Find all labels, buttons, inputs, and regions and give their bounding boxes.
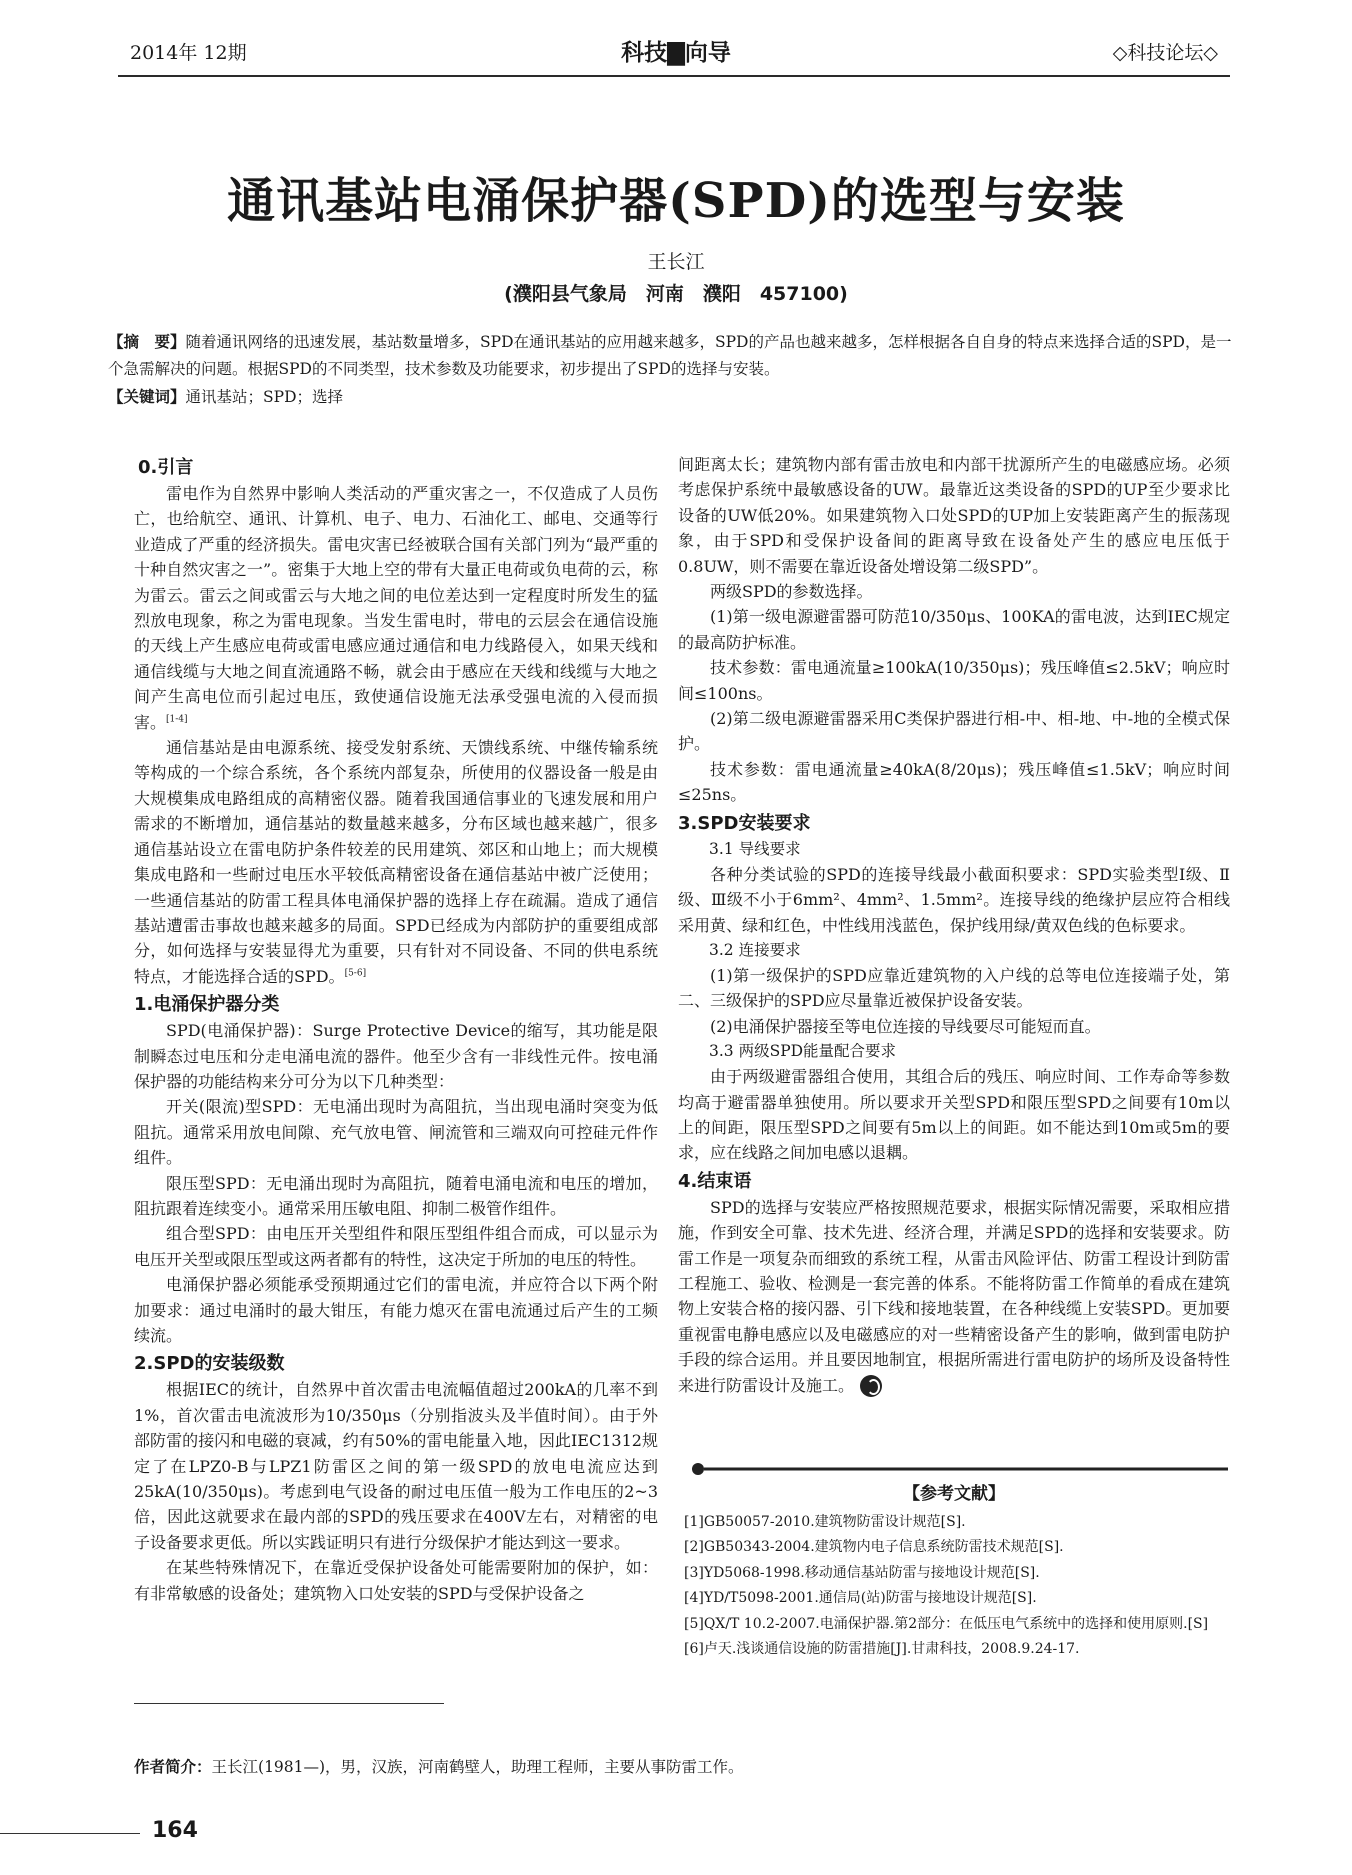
issue-label: 2014年 12期 xyxy=(130,42,247,64)
header-rule xyxy=(118,75,1230,77)
paragraph: 根据IEC的统计，自然界中首次雷击电流幅值超过200kA的几率不到1%，首次雷击电流波形为10/350μs（分别指波头及半值时间）。由于外部防雷的接闪和电磁的衰减，约有50%的雷电能量入地，因此IEC1312规定了在LPZ0-B与LPZ1防雷区之间的第一级SPD的放电电流应达到25kA(10/350μs)。考虑到电气设备的耐过电压值一般为工作电压的2~3倍，因此这就要求在最内部的SPD的残压要求在400V左右，对精密的电子设备要求更低。所以实践证明只有进行分级保护才能达到这一要求。 xyxy=(134,1380,658,1552)
reference-item: [2]GB50343-2004.建筑物内电子信息系统防雷技术规范[S]. xyxy=(684,1539,1064,1556)
abstract-text: 随着通讯网络的迅速发展，基站数量增多，SPD在通讯基站的应用越来越多，SPD的产品也越来越多，怎样根据各自自身的特点来选择合适的SPD，是一个急需解决的问题。根据SPD的不同类型，技术参数及功能要求，初步提出了SPD的选择与安装。 xyxy=(108,333,1232,378)
citation: [5-6] xyxy=(344,968,367,979)
section-label: ◇科技论坛◇ xyxy=(1112,42,1218,64)
paragraph: (1)第一级保护的SPD应靠近建筑物的入户线的总等电位连接端子处，第二、三级保护的SPD应尽量靠近被保护设备安装。 xyxy=(678,965,1230,1011)
paragraph: 电涌保护器必须能承受预期通过它们的雷电流，并应符合以下两个附加要求：通过电涌时的最大钳压，有能力熄灭在雷电流通过后产生的工频续流。 xyxy=(134,1275,658,1345)
end-of-article-icon xyxy=(860,1375,882,1397)
paragraph: 间距离太长；建筑物内部有雷击放电和内部干扰源所产生的电磁感应场。必须考虑保护系统中最敏感设备的UW。最靠近这类设备的SPD的UP至少要求比设备的UW低20%。如果建筑物入口处SPD的UP加上安装距离产生的振荡现象，由于SPD和受保护设备间的距离导致在设备处产生的感应电压低于0.8UW，则不需要在靠近设备处增设第二级SPD”。 xyxy=(678,455,1230,576)
abstract-label: 【摘 要】 xyxy=(108,332,186,351)
abstract-block xyxy=(108,328,1244,411)
paragraph: 技术参数：雷电通流量≥40kA(8/20μs)；残压峰值≤1.5kV；响应时间≤25ns。 xyxy=(678,759,1230,805)
paragraph-text: SPD的选择与安装应严格按照规范要求，根据实际情况需要，采取相应措施，作到安全可靠、技术先进、经济合理，并满足SPD的选择和安装要求。防雷工作是一项复杂而细致的系统工程，从雷击风险评估、防雷工程设计到防雷工程施工、验收、检测是一套完善的体系。不能将防雷工作简单的看成在建筑物上安装合格的接闪器、引下线和接地装置，在各种线缆上安装SPD。更加要重视雷电静电感应以及电磁感应的对一些精密设备产生的影响，做到雷电防护手段的综合运用。并且要因地制宜，根据所需进行雷电防护的场所及设备特性来进行防雷设计及施工。 xyxy=(678,1197,1230,1395)
reference-item: [1]GB50057-2010.建筑物防雷设计规范[S]. xyxy=(684,1514,966,1530)
footnote-text: 王长江(1981—)，男，汉族，河南鹤壁人，助理工程师，主要从事防雷工作。 xyxy=(211,1758,744,1776)
paragraph: 限压型SPD：无电涌出现时为高阻抗，随着电涌电流和电压的增加，阻抗跟着连续变小。通常采用压敏电阻、抑制二极管作组件。 xyxy=(134,1173,658,1218)
paragraph: (2)第二级电源避雷器采用C类保护器进行相-中、相-地、中-地的全模式保护。 xyxy=(678,709,1230,754)
keywords xyxy=(108,383,1244,411)
author-name: 王长江 xyxy=(647,251,705,273)
references-list xyxy=(684,1510,1230,1662)
section-heading: 2.SPD的安装级数 xyxy=(134,1353,285,1375)
right-column xyxy=(678,452,1230,1398)
section-heading: 3.SPD安装要求 xyxy=(678,812,811,834)
paragraph: 组合型SPD：由电压开关型组件和限压型组件组合而成，可以显示为电压开关型或限压型或这两者都有的特性，这决定于所加的电压的特性。 xyxy=(134,1224,658,1269)
section-heading: 4.结束语 xyxy=(678,1170,752,1192)
paragraph: SPD(电涌保护器)：Surge Protective Device的缩写，其功能是限制瞬态过电压和分走电涌电流的器件。他至少含有一非线性元件。按电涌保护器的功能结构来分可分为以下几种类型： xyxy=(134,1021,658,1091)
reference-item: [3]YD5068-1998.移动通信基站防雷与接地设计规范[S]. xyxy=(684,1564,1040,1581)
paragraph xyxy=(678,1195,1230,1398)
paragraph: 各种分类试验的SPD的连接导线最小截面积要求：SPD实验类型Ⅰ级、Ⅱ级、Ⅲ级不小于6mm²、4mm²、1.5mm²。连接导线的绝缘护层应符合相线采用黄、绿和红色，中性线用浅蓝色，保护线用绿/黄双色线的色标要求。 xyxy=(678,864,1230,935)
paragraph: (2)电涌保护器接至等电位连接的导线要尽可能短而直。 xyxy=(710,1016,1101,1036)
subsection-heading: 3.1 导线要求 xyxy=(709,839,801,858)
author-bio-footnote xyxy=(134,1755,1134,1777)
reference-item: [5]QX/T 10.2-2007.电涌保护器.第2部分：在低压电气系统中的选择和使用原则.[S] xyxy=(684,1615,1209,1632)
paragraph-text: 通信基站是由电源系统、接受发射系统、天馈线系统、中继传输系统等构成的一个综合系统，各个系统内部复杂，所使用的仪器设备一般是由大规模集成电路组成的高精密仪器。随着我国通信事业的飞速发展和用户需求的不断增加，通信基站的数量越来越多，分布区域也越来越广，很多通信基站设立在雷电防护条件较差的民用建筑、郊区和山地上；而大规模集成电路和一些耐过电压水平较低高精密设备在通信基站中被广泛使用；一些通信基站的防雷工程具体电涌保护器的选择上存在疏漏。造成了通信基站遭雷击事故也越来越多的局面。SPD已经成为内部防护的重要组成部分，如何选择与安装显得尤为重要，只有针对不同设备、不同的供电系统特点，才能选择合适的SPD。 xyxy=(134,738,658,986)
references-heading: 【参考文献】 xyxy=(903,1484,1005,1504)
paragraph-text: 雷电作为自然界中影响人类活动的严重灾害之一，不仅造成了人员伤亡，也给航空、通讯、计算机、电子、电力、石油化工、邮电、交通等行业造成了严重的经济损失。雷电灾害已经被联合国有关部门列为“最严重的十种自然灾害之一”。密集于大地上空的带有大量正电荷或负电荷的云，称为雷云。雷云之间或雷云与大地之间的电位差达到一定程度时所发生的猛烈放电现象，称之为雷电现象。当发生雷电时，带电的云层会在通信设施的天线上产生感应电荷或雷电感应通过通信和电力线路侵入，如果天线和通信线缆与大地之间直流通路不畅，就会由于感应在天线和线缆与大地之间产生高电位而引起过电压，致使通信设施无法承受强电流的入侵而损害。 xyxy=(134,484,658,732)
paragraph: 两级SPD的参数选择。 xyxy=(710,582,873,602)
footnote-rule xyxy=(134,1703,444,1704)
paragraph: 开关(限流)型SPD：无电涌出现时为高阻抗，当出现电涌时突变为低阻抗。通常采用放电间隙、充气放电管、闸流管和三端双向可控硅元件作组件。 xyxy=(134,1097,658,1168)
paragraph: 在某些特殊情况下，在靠近受保护设备处可能需要附加的保护，如：有非常敏感的设备处；建筑物入口处安装的SPD与受保护设备之 xyxy=(134,1558,658,1603)
paragraph: (1)第一级电源避雷器可防范10/350μs、100KA的雷电波，达到IEC规定的最高防护标准。 xyxy=(678,607,1230,652)
left-column xyxy=(134,452,658,1606)
footnote-label: 作者简介： xyxy=(134,1758,212,1776)
citation: [1-4] xyxy=(166,714,188,725)
reference-item: [4]YD/T5098-2001.通信局(站)防雷与接地设计规范[S]. xyxy=(684,1590,1037,1607)
paragraph xyxy=(134,735,658,989)
paragraph: 技术参数：雷电通流量≥100kA(10/350μs)；残压峰值≤2.5kV；响应时间≤100ns。 xyxy=(678,658,1230,703)
references-divider xyxy=(688,1462,1228,1476)
page-number: 164 xyxy=(152,1818,198,1843)
paragraph: 由于两级避雷器组合使用，其组合后的残压、响应时间、工作寿命等参数均高于避雷器单独使用。所以要求开关型SPD和限压型SPD之间要有10m以上的间距，限压型SPD之间要有5m以上的间距。如不能达到10m或5m的要求，应在线路之间加电感以退耦。 xyxy=(678,1067,1230,1163)
article-title: 通讯基站电涌保护器(SPD)的选型与安装 xyxy=(227,173,1125,229)
paragraph xyxy=(134,481,658,735)
abstract xyxy=(108,328,1244,383)
reference-item: [6]卢天.浅谈通信设施的防雷措施[J].甘肃科技，2008.9.24-17. xyxy=(684,1641,1080,1658)
subsection-heading: 3.2 连接要求 xyxy=(709,940,801,959)
subsection-heading: 3.3 两级SPD能量配合要求 xyxy=(709,1042,897,1061)
section-heading: 0.引言 xyxy=(138,457,194,478)
section-heading: 1.电涌保护器分类 xyxy=(134,994,280,1016)
page-number-rule xyxy=(0,1833,140,1834)
author-affiliation: (濮阳县气象局 河南 濮阳 457100) xyxy=(504,283,848,305)
keywords-text: 通讯基站；SPD；选择 xyxy=(185,388,343,406)
keywords-label: 【关键词】 xyxy=(108,387,186,406)
journal-name: 科技▇向导 xyxy=(621,40,731,66)
